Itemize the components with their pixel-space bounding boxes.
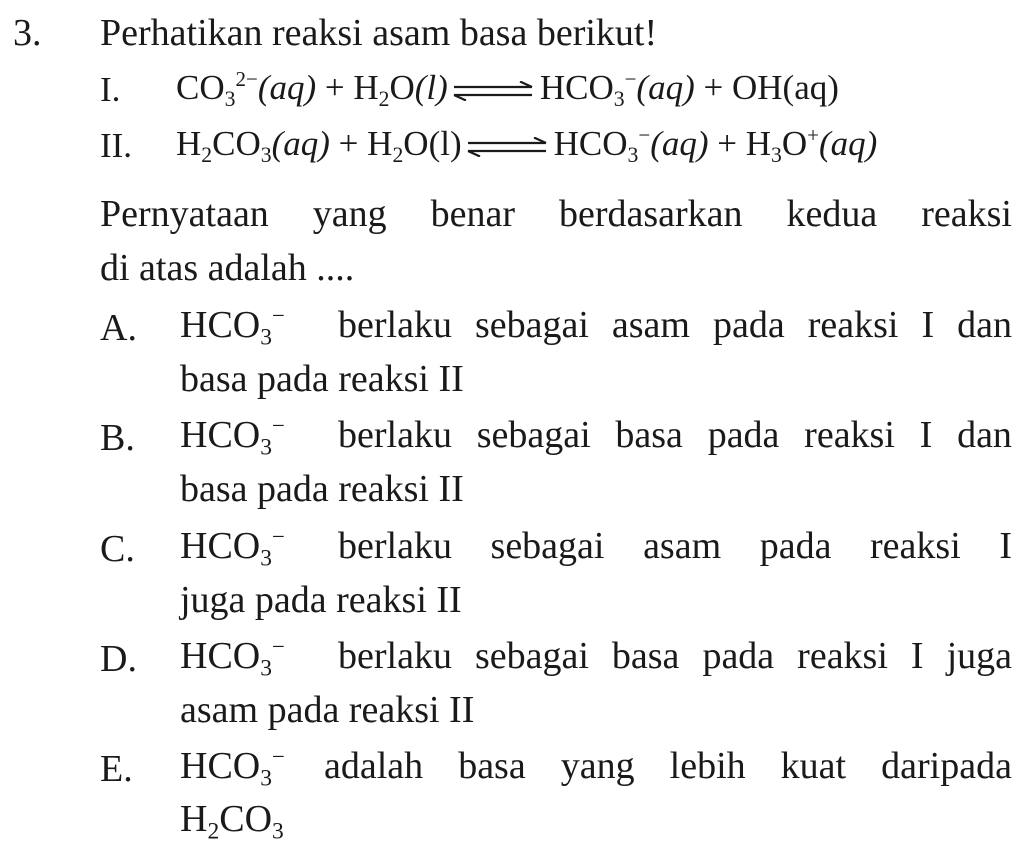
option-text-line-2: basa pada reaksi II [180, 468, 464, 510]
option-ion: $HCO_3^-$ [180, 743, 285, 792]
reaction-1-label: I. [100, 70, 121, 109]
reaction-1-equation: $CO_3^{2-}(aq) + H_2O(l) HCO_3^-(aq) + OH(aq)$ [176, 66, 839, 111]
option-ion: $HCO_3^-$ [180, 523, 285, 572]
option-text-line-2: $H_2CO_3$ [180, 798, 284, 845]
option-text-line-1: adalah basa yang lebih kuat daripada [324, 745, 1012, 787]
option-text-line-1: berlaku sebagai basa pada reaksi I juga [338, 635, 1012, 677]
equilibrium-arrow-icon [466, 137, 550, 157]
option-letter: A. [100, 307, 137, 349]
option-letter: B. [100, 417, 135, 459]
option-ion: $HCO_3^-$ [180, 302, 285, 351]
option-text-line-2: basa pada reaksi II [180, 358, 464, 400]
option-letter: D. [100, 638, 137, 680]
option-letter: C. [100, 528, 135, 570]
option-letter: E. [100, 748, 133, 790]
equilibrium-arrow-icon [452, 81, 536, 101]
statement-line-2: di atas adalah .... [100, 247, 355, 289]
option-text-line-1: berlaku sebagai asam pada reaksi I dan [338, 304, 1012, 346]
reaction-2-equation: $H_2CO_3(aq) + H_2O(l) HCO_3^-(aq) + H_3O^+(aq)$ [176, 122, 878, 167]
reaction-2-label: II. [100, 126, 133, 165]
option-text-line-2: juga pada reaksi II [180, 579, 462, 621]
option-text-line-2: asam pada reaksi II [180, 689, 475, 731]
option-ion: $HCO_3^-$ [180, 633, 285, 682]
option-text-line-1: berlaku sebagai basa pada reaksi I dan [338, 414, 1012, 456]
option-text-line-1: berlaku sebagai asam pada reaksi I [338, 525, 1012, 567]
option-ion: $HCO_3^-$ [180, 412, 285, 461]
question-number: 3. [13, 12, 42, 54]
question-prompt: Perhatikan reaksi asam basa berikut! [100, 12, 658, 54]
statement-line-1: Pernyataan yang benar berdasarkan kedua reaksi [100, 193, 1012, 235]
